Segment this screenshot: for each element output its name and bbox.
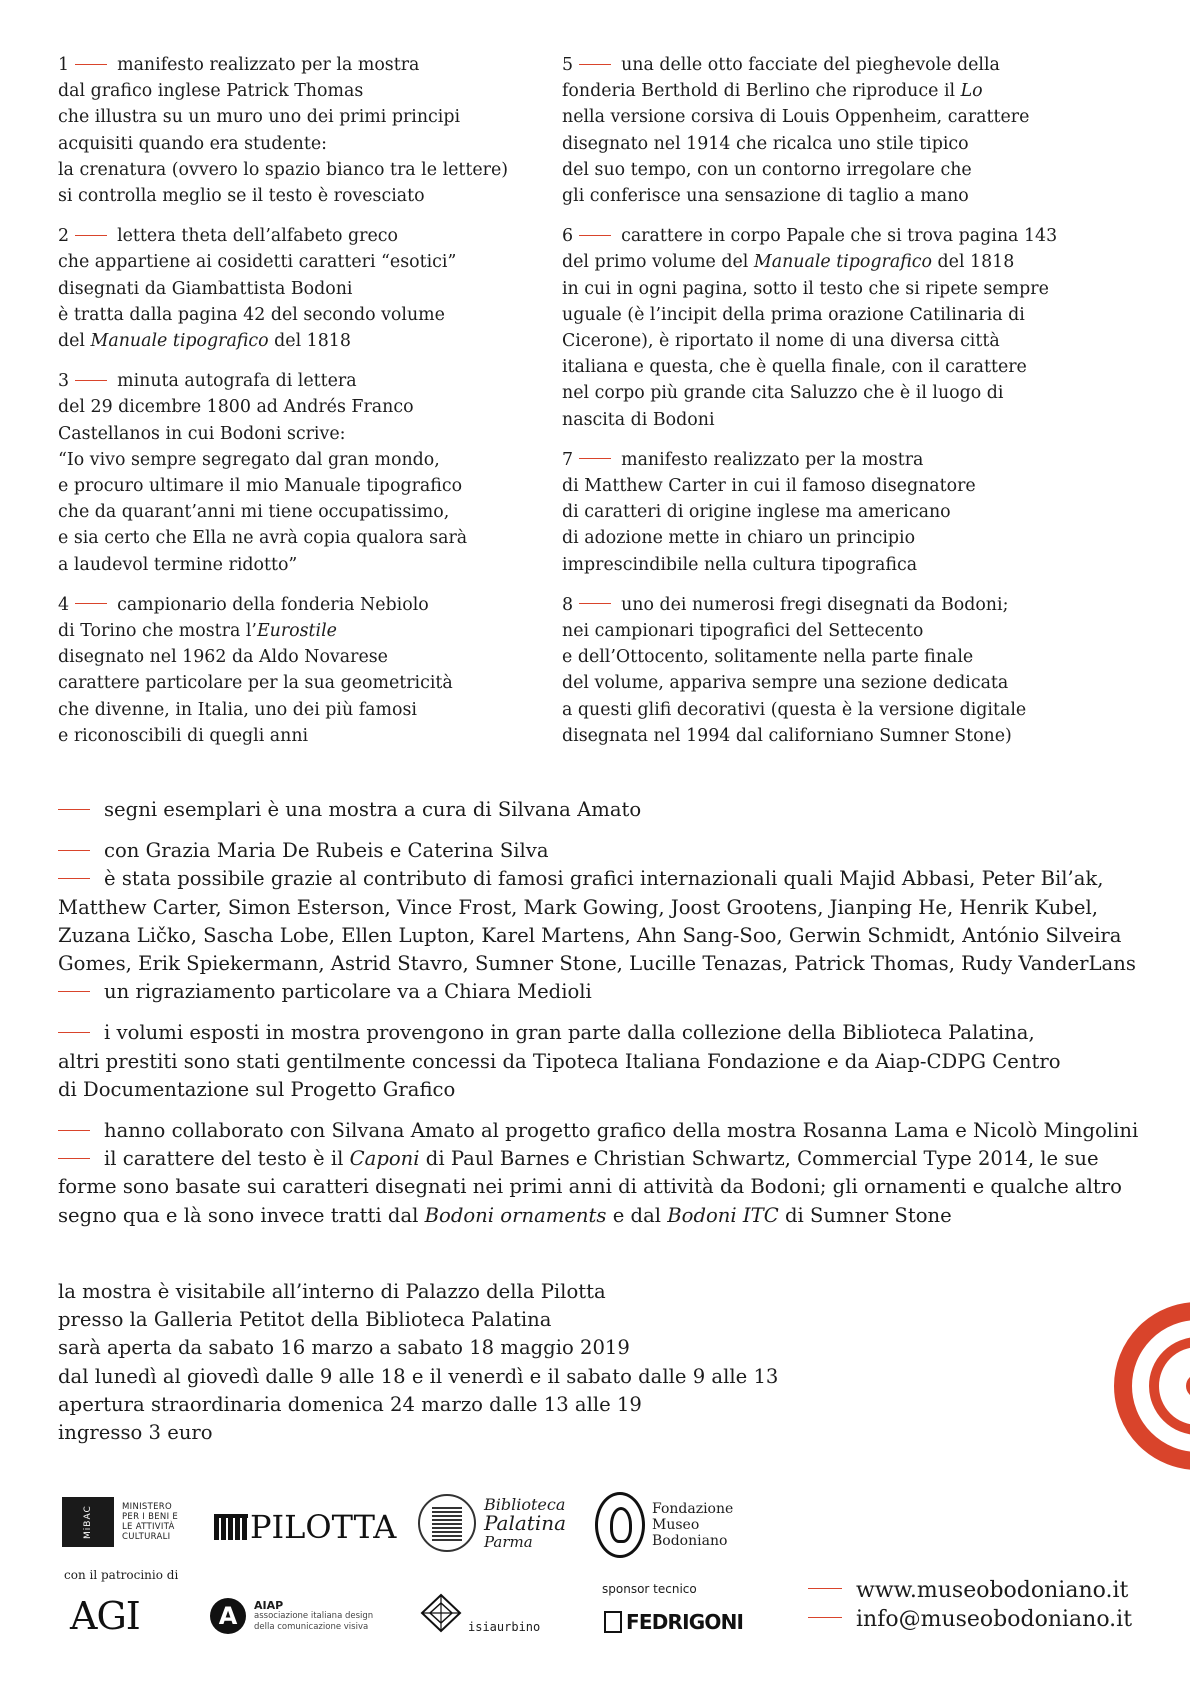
text-run: a questi glifi decorativi (questa è la versione digitale <box>562 699 1027 720</box>
fondazione-emblem-icon <box>595 1492 645 1558</box>
caption-line <box>58 644 578 670</box>
text-run: Matthew Carter, Simon Esterson, Vince Frost, Mark Gowing, Joost Grootens, Jianping He, Henrik Kubel, <box>58 895 1098 919</box>
caption-number: 6 <box>562 226 574 247</box>
caption-line <box>562 644 1082 670</box>
biblioteca-seal-icon <box>418 1494 476 1552</box>
text-run: minuta autografa di lettera <box>117 371 357 392</box>
credits-block <box>58 837 1138 1006</box>
caption-note <box>562 592 1082 749</box>
text-run: manifesto realizzato per la mostra <box>621 449 924 470</box>
dash-ornament <box>58 1032 90 1033</box>
dash-ornament <box>58 1158 90 1159</box>
dash-ornament <box>579 458 611 459</box>
text-run: del 29 dicembre 1800 ad Andrés Franco <box>58 397 414 418</box>
text-run: disegnata nel 1994 dal californiano Sumner Stone) <box>562 725 1012 746</box>
caption-line <box>562 592 1082 618</box>
text-run: la crenatura (ovvero lo spazio bianco tra le lettere) <box>58 159 509 180</box>
pilotta-mark-icon <box>214 1514 248 1540</box>
text-run: carattere particolare per la sua geometricità <box>58 673 453 694</box>
credits-line <box>58 1202 1138 1230</box>
dash-ornament <box>808 1588 842 1589</box>
credits-line <box>58 1117 1138 1145</box>
caption-note <box>562 223 1082 433</box>
caption-line <box>562 354 1082 380</box>
text-run: nel corpo più grande cita Saluzzo che è il luogo di <box>562 383 1004 404</box>
text-run: fonderia Berthold di Berlino che riproduce il <box>562 81 961 102</box>
biblioteca-palatina-logo <box>418 1494 566 1552</box>
caption-note <box>58 368 578 578</box>
text-run: che da quarant’anni mi tiene occupatissimo, <box>58 502 450 523</box>
isia-wordmark: isiaurbino <box>468 1620 541 1634</box>
text-run: Cicerone), è riportato il nome di una diversa città <box>562 331 1000 352</box>
caption-line <box>562 302 1082 328</box>
text-run: nella versione corsiva di Louis Oppenheim, carattere <box>562 107 1030 128</box>
credits-line <box>58 1048 1138 1076</box>
text-run: e sia certo che Ella ne avrà copia qualora sarà <box>58 528 468 549</box>
caption-line <box>58 52 578 78</box>
caption-line <box>58 368 578 394</box>
caption-line <box>58 697 578 723</box>
text-run: del 1818 <box>268 331 351 352</box>
text-run: con Grazia Maria De Rubeis e Caterina Silva <box>104 839 549 863</box>
dash-ornament <box>579 64 611 65</box>
caption-line <box>58 328 578 354</box>
text-run: i volumi esposti in mostra provengono in gran parte dalla collezione della Biblioteca Palatina, <box>104 1021 1035 1045</box>
text-run: manifesto realizzato per la mostra <box>117 55 420 75</box>
text-run: il carattere del testo è il <box>104 1147 350 1171</box>
caption-line <box>562 104 1082 130</box>
caption-line <box>562 78 1082 104</box>
italic-title: Bodoni ITC <box>667 1203 779 1227</box>
caption-line <box>562 328 1082 354</box>
dash-ornament <box>75 603 107 604</box>
credits-line <box>58 837 1138 865</box>
caption-note <box>562 52 1082 209</box>
text-run: un rigraziamento particolare va a Chiara Medioli <box>104 980 592 1004</box>
text-run: si controlla meglio se il testo è rovesciato <box>58 186 425 207</box>
text-run: carattere in corpo Papale che si trova pagina 143 <box>621 226 1058 247</box>
caption-line <box>562 276 1082 302</box>
caption-line <box>562 407 1082 433</box>
fedrigoni-logo <box>604 1610 743 1634</box>
caption-number: 2 <box>58 226 70 247</box>
text-run: nei campionari tipografici del Settecento <box>562 621 924 642</box>
text-run: e dell’Ottocento, solitamente nella parte finale <box>562 647 974 668</box>
caption-line <box>562 223 1082 249</box>
credits-line <box>58 950 1138 978</box>
visit-line: dal lunedì al giovedì dalle 9 alle 18 e il venerdì e il sabato dalle 9 alle 13 <box>58 1364 779 1388</box>
italic-title: Eurostile <box>256 621 337 642</box>
pilotta-wordmark: PILOTTA <box>250 1508 397 1546</box>
text-run: uno dei numerosi fregi disegnati da Bodoni; <box>621 594 1009 615</box>
credits-line <box>58 1076 1138 1104</box>
text-run: Castellanos in cui Bodoni scrive: <box>58 423 346 444</box>
caption-line <box>58 78 578 104</box>
caption-line <box>562 52 1082 78</box>
text-run: del 1818 <box>932 252 1015 273</box>
text-run: nascita di Bodoni <box>562 409 715 430</box>
caption-line <box>562 670 1082 696</box>
text-run: dal grafico inglese Patrick Thomas <box>58 81 364 102</box>
caption-line <box>562 447 1082 473</box>
italic-title: Bodoni ornaments <box>424 1203 607 1227</box>
text-run: di Torino che mostra l’ <box>58 621 257 642</box>
caption-line <box>562 131 1082 157</box>
credits-line <box>58 1173 1138 1201</box>
caption-line <box>58 183 578 209</box>
dash-ornament <box>808 1617 842 1618</box>
caption-line <box>58 276 578 302</box>
caption-line <box>58 670 578 696</box>
caption-line <box>58 223 578 249</box>
credits-line <box>58 1145 1138 1173</box>
dash-ornament <box>75 380 107 381</box>
agi-logo <box>70 1594 140 1638</box>
caption-line <box>562 183 1082 209</box>
dash-ornament <box>579 235 611 236</box>
caption-number: 8 <box>562 594 574 615</box>
dash-ornament <box>58 878 90 879</box>
credits-line <box>58 894 1138 922</box>
text-run: che illustra su un muro uno dei primi principi <box>58 107 461 128</box>
caption-line <box>58 394 578 420</box>
visit-line: sarà aperta da sabato 16 marzo a sabato 18 maggio 2019 <box>58 1336 630 1360</box>
target-ornament-icon <box>1108 1296 1190 1476</box>
caption-note <box>58 223 578 354</box>
mibac-text: MINISTERO PER I BENI E LE ATTIVITÀ CULTURALI <box>122 1502 179 1542</box>
caption-line <box>58 421 578 447</box>
text-run: e dal <box>606 1203 668 1227</box>
text-run: hanno collaborato con Silvana Amato al progetto grafico della mostra Rosanna Lama e Nicolò Mingolini <box>104 1119 1139 1143</box>
caption-line <box>58 499 578 525</box>
fedrigoni-wordmark: FEDRIGONI <box>626 1610 744 1634</box>
aiap-text: AIAP associazione italiana design della comunicazione visiva <box>254 1598 374 1632</box>
dash-ornament <box>58 850 90 851</box>
mibac-mark: MiBAC <box>62 1497 114 1547</box>
caption-line <box>58 249 578 275</box>
pilotta-logo <box>214 1508 396 1546</box>
credits-block <box>58 796 1138 824</box>
text-run: in cui in ogni pagina, sotto il testo che si ripete sempre <box>562 278 1049 299</box>
visit-line: la mostra è visitabile all’interno di Palazzo della Pilotta <box>58 1280 606 1303</box>
dash-ornament <box>58 809 90 810</box>
visit-line: apertura straordinaria domenica 24 marzo dalle 13 alle 19 <box>58 1392 642 1416</box>
email-link[interactable]: info@museobodoniano.it <box>808 1605 1132 1634</box>
caption-line <box>58 618 578 644</box>
credits-block <box>58 1019 1138 1104</box>
notes-column-left <box>58 52 578 763</box>
caption-line <box>58 131 578 157</box>
credits-line <box>58 865 1138 893</box>
text-run: del suo tempo, con un contorno irregolare che <box>562 159 972 180</box>
caption-line <box>562 157 1082 183</box>
text-run: campionario della fonderia Nebiolo <box>117 594 429 615</box>
text-run: forme sono basate sui caratteri disegnati nei primi anni di attività da Bodoni; gli ornamenti e qualche altro <box>58 1175 1122 1199</box>
text-run: di Documentazione sul Progetto Grafico <box>58 1077 456 1101</box>
text-run: che divenne, in Italia, uno dei più famosi <box>58 699 417 720</box>
text-run: acquisiti quando era studente: <box>58 133 327 154</box>
agi-wordmark: AGI <box>70 1594 140 1638</box>
aiap-logo <box>210 1598 373 1634</box>
text-run: del <box>58 331 91 352</box>
patrocinio-label: con il patrocinio di <box>64 1568 179 1582</box>
caption-line <box>58 723 578 749</box>
fondazione-text: Fondazione Museo Bodoniano <box>652 1501 734 1549</box>
fedrigoni-mark-icon <box>604 1611 622 1633</box>
text-run: e riconoscibili di quegli anni <box>58 725 309 746</box>
caption-line <box>58 592 578 618</box>
text-run: lettera theta dell’alfabeto greco <box>117 226 398 247</box>
caption-line <box>58 302 578 328</box>
text-run: “Io vivo sempre segregato dal gran mondo, <box>58 449 440 470</box>
credits-line <box>58 796 1138 824</box>
text-run: altri prestiti sono stati gentilmente concessi da Tipoteca Italiana Fondazione e da Aiap-CDPG Centro <box>58 1049 1061 1073</box>
caption-line <box>562 499 1082 525</box>
italic-title: Caponi <box>349 1147 420 1171</box>
text-run: di adozione mette in chiaro un principio <box>562 528 916 549</box>
text-run: e procuro ultimare il mio Manuale tipografico <box>58 476 463 497</box>
caption-number: 5 <box>562 55 574 75</box>
visit-line: presso la Galleria Petitot della Biblioteca Palatina <box>58 1308 552 1332</box>
text-run: è tratta dalla pagina 42 del secondo volume <box>58 304 445 325</box>
credits-line <box>58 978 1138 1006</box>
sponsor-label: sponsor tecnico <box>602 1582 697 1596</box>
fondazione-museo-bodoniano-logo <box>595 1492 733 1558</box>
text-run: che appartiene ai cosidetti caratteri “esotici” <box>58 252 457 273</box>
text-run: di Sumner Stone <box>778 1203 952 1227</box>
text-run: gli conferisce una sensazione di taglio a mano <box>562 186 969 207</box>
text-run: disegnato nel 1962 da Aldo Novarese <box>58 647 388 668</box>
italic-title: Lo <box>960 81 983 102</box>
website-link[interactable]: www.museobodoniano.it <box>808 1576 1132 1605</box>
caption-number: 3 <box>58 371 70 392</box>
caption-number: 1 <box>58 55 70 75</box>
credits-line <box>58 922 1138 950</box>
text-run: imprescindibile nella cultura tipografica <box>562 554 918 575</box>
credits-block <box>58 1117 1138 1230</box>
text-run: segno qua e là sono invece tratti dal <box>58 1203 425 1227</box>
text-run: a laudevol termine ridotto” <box>58 554 298 575</box>
caption-line <box>562 723 1082 749</box>
caption-line <box>562 552 1082 578</box>
caption-number: 4 <box>58 594 70 615</box>
text-run: è stata possibile grazie al contributo di famosi grafici internazionali quali Majid Abbasi, Peter Bil’ak, <box>104 867 1104 891</box>
caption-line <box>562 525 1082 551</box>
caption-line <box>562 380 1082 406</box>
dash-ornament <box>58 1130 90 1131</box>
mibac-logo <box>62 1497 178 1547</box>
contacts <box>808 1576 1132 1634</box>
text-run: uguale (è l’incipit della prima orazione Catilinaria di <box>562 304 1025 325</box>
text-run: Gomes, Erik Spiekermann, Astrid Stavro, Sumner Stone, Lucille Tenazas, Patrick Thomas, Rudy VanderLans <box>58 952 1136 976</box>
text-run: Zuzana Ličko, Sascha Lobe, Ellen Lupton, Karel Martens, Ahn Sang-Soo, Gerwin Schmidt, António Silveira <box>58 923 1122 947</box>
caption-note <box>562 447 1082 578</box>
caption-line <box>562 618 1082 644</box>
dash-ornament <box>75 64 107 65</box>
italic-title: Manuale tipografico <box>90 331 269 352</box>
aiap-mark-icon: A <box>210 1598 246 1634</box>
credits-section <box>58 796 1138 1243</box>
caption-line <box>58 447 578 473</box>
visit-info <box>58 1278 778 1447</box>
isia-mark-icon <box>420 1593 462 1633</box>
visit-line: ingresso 3 euro <box>58 1421 213 1445</box>
text-run: di Paul Barnes e Christian Schwartz, Commercial Type 2014, le sue <box>419 1147 1099 1171</box>
text-run: una delle otto facciate del pieghevole della <box>621 55 1000 75</box>
caption-line <box>562 249 1082 275</box>
dash-ornament <box>75 235 107 236</box>
biblioteca-text: Biblioteca Palatina Parma <box>484 1494 567 1551</box>
text-run: di Matthew Carter in cui il famoso disegnatore <box>562 476 976 497</box>
italic-title: Manuale tipografico <box>753 252 933 273</box>
caption-line <box>562 697 1082 723</box>
dash-ornament <box>579 603 611 604</box>
caption-line <box>58 525 578 551</box>
caption-line <box>58 157 578 183</box>
caption-line <box>562 473 1082 499</box>
isia-urbino-logo <box>420 1592 540 1634</box>
caption-line <box>58 104 578 130</box>
text-run: italiana e questa, che è quella finale, con il carattere <box>562 357 1027 378</box>
text-run: del primo volume del <box>562 252 754 273</box>
dash-ornament <box>58 991 90 992</box>
text-run: del volume, appariva sempre una sezione dedicata <box>562 673 1009 694</box>
caption-line <box>58 552 578 578</box>
text-run: disegnato nel 1914 che ricalca uno stile tipico <box>562 133 969 154</box>
text-run: di caratteri di origine inglese ma americano <box>562 502 951 523</box>
caption-line <box>58 473 578 499</box>
text-run: segni esemplari è una mostra a cura di Silvana Amato <box>104 798 642 821</box>
notes-column-right <box>562 52 1082 763</box>
caption-number: 7 <box>562 449 574 470</box>
text-run: disegnati da Giambattista Bodoni <box>58 278 353 299</box>
caption-note <box>58 592 578 749</box>
caption-note <box>58 52 578 209</box>
credits-line <box>58 1019 1138 1047</box>
